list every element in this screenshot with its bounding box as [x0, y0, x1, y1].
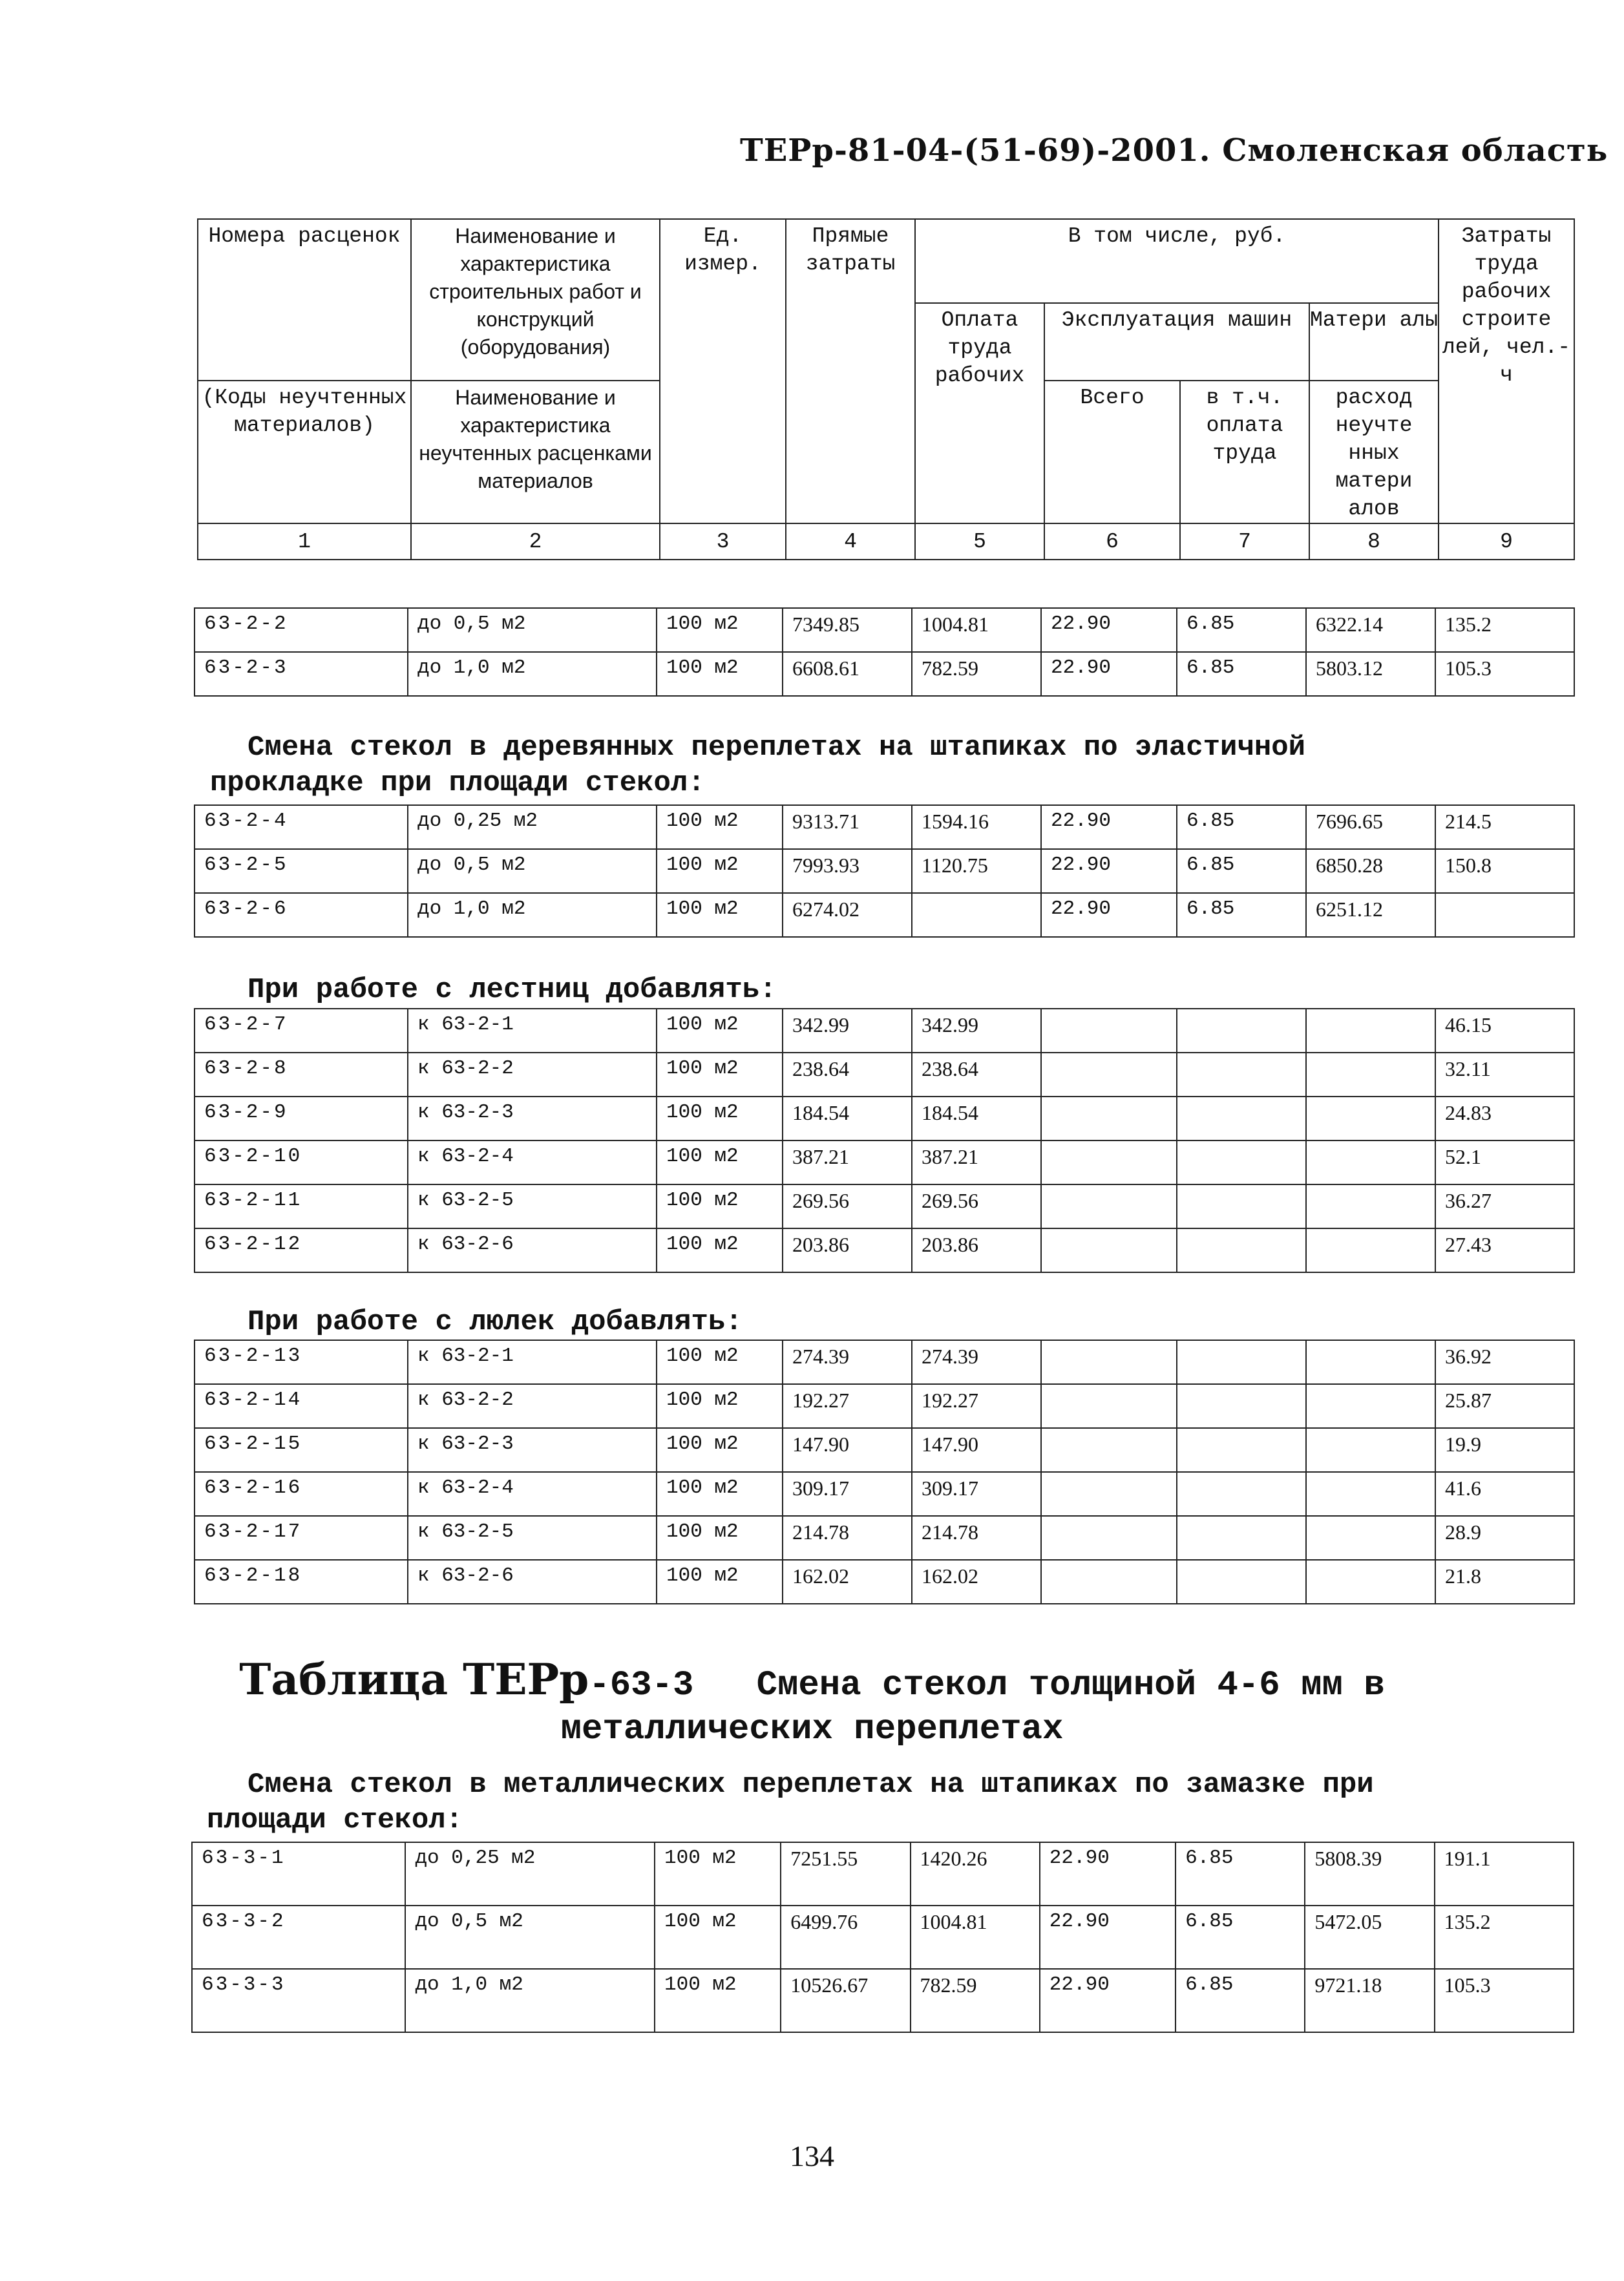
table-row — [195, 1140, 1574, 1184]
materials-cost — [1306, 1516, 1435, 1560]
table-row — [195, 1560, 1574, 1604]
unit: 100 м2 — [657, 1097, 783, 1140]
machines-labor-cost: 6.85 — [1176, 1969, 1305, 2032]
work-name: к 63-2-5 — [408, 1184, 657, 1228]
work-name: к 63-2-6 — [408, 1228, 657, 1272]
direct-cost: 7349.85 — [783, 608, 912, 652]
direct-cost: 7251.55 — [781, 1842, 910, 1906]
direct-cost: 387.21 — [783, 1140, 912, 1184]
col-header-name-unaccounted: Наименование и характеристика неучтенных расценками материалов — [411, 381, 660, 523]
machines-labor-cost — [1177, 1097, 1306, 1140]
rate-code: 63-2-3 — [195, 652, 408, 696]
direct-cost: 238.64 — [783, 1053, 912, 1097]
labor-cost: 782.59 — [911, 1969, 1040, 2032]
labor-hours: 36.27 — [1435, 1184, 1574, 1228]
materials-cost — [1306, 1340, 1435, 1384]
materials-cost — [1306, 1560, 1435, 1604]
labor-cost: 203.86 — [912, 1228, 1041, 1272]
direct-cost: 147.90 — [783, 1428, 912, 1472]
machines-cost — [1041, 1340, 1177, 1384]
unit: 100 м2 — [657, 608, 783, 652]
direct-cost: 9313.71 — [783, 805, 912, 849]
machines-cost: 22.90 — [1041, 805, 1177, 849]
machines-labor-cost: 6.85 — [1177, 805, 1306, 849]
unit: 100 м2 — [655, 1842, 781, 1906]
direct-cost: 192.27 — [783, 1384, 912, 1428]
work-name: к 63-2-1 — [408, 1340, 657, 1384]
rate-code: 63-2-7 — [195, 1009, 408, 1053]
table-row — [195, 1009, 1574, 1053]
rate-code: 63-2-14 — [195, 1384, 408, 1428]
direct-cost: 184.54 — [783, 1097, 912, 1140]
labor-cost: 1120.75 — [912, 849, 1041, 893]
labor-cost: 309.17 — [912, 1472, 1041, 1516]
work-name: к 63-2-5 — [408, 1516, 657, 1560]
machines-labor-cost — [1177, 1184, 1306, 1228]
work-name: к 63-2-3 — [408, 1097, 657, 1140]
rate-code: 63-2-2 — [195, 608, 408, 652]
work-name: до 1,0 м2 — [408, 652, 657, 696]
machines-cost — [1041, 1516, 1177, 1560]
col-number: 3 — [660, 523, 786, 560]
materials-cost — [1306, 1097, 1435, 1140]
labor-hours: 41.6 — [1435, 1472, 1574, 1516]
labor-cost: 162.02 — [912, 1560, 1041, 1604]
col-number: 1 — [198, 523, 411, 560]
unit: 100 м2 — [657, 1516, 783, 1560]
machines-labor-cost — [1177, 1384, 1306, 1428]
rates-table-group-1 — [194, 607, 1575, 697]
table-row — [195, 1097, 1574, 1140]
col-header-machines-labor: в т.ч. оплата труда — [1180, 381, 1309, 523]
unit: 100 м2 — [657, 1228, 783, 1272]
labor-hours: 28.9 — [1435, 1516, 1574, 1560]
materials-cost — [1306, 1184, 1435, 1228]
materials-cost — [1306, 1428, 1435, 1472]
rate-code: 63-2-18 — [195, 1560, 408, 1604]
table-row — [192, 1969, 1574, 2032]
materials-cost — [1306, 1472, 1435, 1516]
machines-cost: 22.90 — [1041, 893, 1177, 937]
work-name: до 1,0 м2 — [405, 1969, 655, 2032]
labor-cost: 184.54 — [912, 1097, 1041, 1140]
rate-code: 63-2-4 — [195, 805, 408, 849]
col-header-codes: Номера расценок — [198, 219, 411, 381]
work-name: до 0,25 м2 — [408, 805, 657, 849]
labor-hours: 46.15 — [1435, 1009, 1574, 1053]
labor-hours — [1435, 893, 1574, 937]
labor-hours: 105.3 — [1435, 1969, 1574, 2032]
table-row — [192, 1906, 1574, 1969]
rate-code: 63-2-16 — [195, 1472, 408, 1516]
rate-code: 63-3-1 — [192, 1842, 405, 1906]
rate-code: 63-2-17 — [195, 1516, 408, 1560]
work-name: до 0,5 м2 — [405, 1906, 655, 1969]
table-row — [192, 1842, 1574, 1906]
direct-cost: 6608.61 — [783, 652, 912, 696]
col-header-machines-total: Всего — [1044, 381, 1180, 523]
table-row — [195, 1384, 1574, 1428]
labor-cost — [912, 893, 1041, 937]
rates-table-group-3 — [194, 1008, 1575, 1273]
col-header-direct: Прямые затраты — [786, 219, 915, 523]
labor-cost: 1594.16 — [912, 805, 1041, 849]
table-title-text: Смена стекол толщиной 4-6 мм в — [756, 1666, 1385, 1705]
table-row — [195, 893, 1574, 937]
col-header-labor-hours: Затраты труда рабочих строите лей, чел.-ч — [1439, 219, 1574, 523]
machines-labor-cost: 6.85 — [1176, 1906, 1305, 1969]
unit: 100 м2 — [657, 893, 783, 937]
labor-hours: 25.87 — [1435, 1384, 1574, 1428]
machines-cost — [1041, 1472, 1177, 1516]
labor-hours: 32.11 — [1435, 1053, 1574, 1097]
machines-labor-cost — [1177, 1560, 1306, 1604]
page-number: 134 — [790, 2139, 834, 2172]
col-header-including: В том числе, руб. — [915, 219, 1439, 303]
labor-hours: 21.8 — [1435, 1560, 1574, 1604]
rates-table-63-3 — [191, 1842, 1574, 2033]
section-title: Смена стекол в металлических переплетах на штапиках по замазке при — [248, 1769, 1374, 1801]
machines-labor-cost — [1177, 1428, 1306, 1472]
labor-hours: 52.1 — [1435, 1140, 1574, 1184]
labor-cost: 238.64 — [912, 1053, 1041, 1097]
work-name: к 63-2-3 — [408, 1428, 657, 1472]
rate-code: 63-2-9 — [195, 1097, 408, 1140]
labor-hours: 135.2 — [1435, 608, 1574, 652]
direct-cost: 6274.02 — [783, 893, 912, 937]
unit: 100 м2 — [657, 849, 783, 893]
rate-code: 63-2-6 — [195, 893, 408, 937]
work-name: к 63-2-2 — [408, 1053, 657, 1097]
col-number: 8 — [1309, 523, 1439, 560]
machines-labor-cost — [1177, 1228, 1306, 1272]
table-row — [195, 608, 1574, 652]
machines-cost: 22.90 — [1040, 1906, 1176, 1969]
col-number: 7 — [1180, 523, 1309, 560]
machines-labor-cost — [1177, 1516, 1306, 1560]
labor-hours: 135.2 — [1435, 1906, 1574, 1969]
machines-cost — [1041, 1009, 1177, 1053]
rate-code: 63-2-12 — [195, 1228, 408, 1272]
materials-cost: 6322.14 — [1306, 608, 1435, 652]
labor-cost: 342.99 — [912, 1009, 1041, 1053]
machines-cost: 22.90 — [1041, 849, 1177, 893]
col-number: 6 — [1044, 523, 1180, 560]
materials-cost — [1306, 1053, 1435, 1097]
machines-labor-cost — [1177, 1140, 1306, 1184]
unit: 100 м2 — [657, 1384, 783, 1428]
labor-cost: 274.39 — [912, 1340, 1041, 1384]
column-header-table — [197, 218, 1575, 560]
rate-code: 63-3-3 — [192, 1969, 405, 2032]
materials-cost: 5808.39 — [1305, 1842, 1434, 1906]
col-number: 5 — [915, 523, 1044, 560]
machines-cost — [1041, 1228, 1177, 1272]
unit: 100 м2 — [657, 1340, 783, 1384]
machines-labor-cost: 6.85 — [1177, 893, 1306, 937]
table-title-line2: металлических переплетах — [560, 1710, 1064, 1749]
table-row — [195, 1228, 1574, 1272]
machines-cost: 22.90 — [1041, 608, 1177, 652]
table-row — [195, 1184, 1574, 1228]
labor-cost: 269.56 — [912, 1184, 1041, 1228]
materials-cost — [1306, 1140, 1435, 1184]
labor-hours: 19.9 — [1435, 1428, 1574, 1472]
labor-hours: 36.92 — [1435, 1340, 1574, 1384]
labor-cost: 1004.81 — [911, 1906, 1040, 1969]
col-header-codes-unaccounted: (Коды неучтенных материалов) — [198, 381, 411, 523]
labor-hours: 214.5 — [1435, 805, 1574, 849]
labor-hours: 27.43 — [1435, 1228, 1574, 1272]
machines-labor-cost — [1177, 1009, 1306, 1053]
table-row — [195, 1053, 1574, 1097]
labor-hours: 150.8 — [1435, 849, 1574, 893]
machines-labor-cost — [1177, 1340, 1306, 1384]
col-header-unit: Ед. измер. — [660, 219, 786, 523]
unit: 100 м2 — [657, 1560, 783, 1604]
machines-cost: 22.90 — [1041, 652, 1177, 696]
rate-code: 63-2-13 — [195, 1340, 408, 1384]
materials-cost — [1306, 1009, 1435, 1053]
unit: 100 м2 — [657, 805, 783, 849]
work-name: до 0,5 м2 — [408, 849, 657, 893]
direct-cost: 274.39 — [783, 1340, 912, 1384]
labor-cost: 387.21 — [912, 1140, 1041, 1184]
col-header-materials: Матери алы — [1309, 303, 1439, 381]
section-title: прокладке при площади стекол: — [210, 767, 705, 799]
page-header: ТЕРр-81-04-(51-69)-2001. Смоленская область — [740, 132, 1608, 169]
table-row — [195, 1428, 1574, 1472]
direct-cost: 214.78 — [783, 1516, 912, 1560]
direct-cost: 6499.76 — [781, 1906, 910, 1969]
materials-cost: 6850.28 — [1306, 849, 1435, 893]
section-title: Смена стекол в деревянных переплетах на штапиках по эластичной — [248, 731, 1306, 764]
work-name: до 0,5 м2 — [408, 608, 657, 652]
unit: 100 м2 — [657, 1140, 783, 1184]
table-row — [195, 1516, 1574, 1560]
machines-labor-cost: 6.85 — [1177, 608, 1306, 652]
machines-cost — [1041, 1097, 1177, 1140]
unit: 100 м2 — [657, 1428, 783, 1472]
col-header-name: Наименование и характеристика строительных работ и конструкций (оборудования) — [411, 219, 660, 381]
direct-cost: 162.02 — [783, 1560, 912, 1604]
materials-cost: 6251.12 — [1306, 893, 1435, 937]
rates-table-group-2 — [194, 804, 1575, 938]
unit: 100 м2 — [657, 1184, 783, 1228]
unit: 100 м2 — [657, 1053, 783, 1097]
labor-hours: 105.3 — [1435, 652, 1574, 696]
machines-cost — [1041, 1140, 1177, 1184]
work-name: к 63-2-4 — [408, 1472, 657, 1516]
work-name: до 0,25 м2 — [405, 1842, 655, 1906]
machines-cost: 22.90 — [1040, 1969, 1176, 2032]
machines-labor-cost — [1177, 1053, 1306, 1097]
materials-cost: 9721.18 — [1305, 1969, 1434, 2032]
machines-labor-cost: 6.85 — [1177, 652, 1306, 696]
table-row — [195, 1472, 1574, 1516]
work-name: к 63-2-1 — [408, 1009, 657, 1053]
rate-code: 63-2-15 — [195, 1428, 408, 1472]
col-number: 2 — [411, 523, 660, 560]
work-name: к 63-2-4 — [408, 1140, 657, 1184]
machines-labor-cost — [1177, 1472, 1306, 1516]
labor-hours: 24.83 — [1435, 1097, 1574, 1140]
col-header-labor: Оплата труда рабочих — [915, 303, 1044, 523]
direct-cost: 269.56 — [783, 1184, 912, 1228]
machines-cost — [1041, 1428, 1177, 1472]
direct-cost: 342.99 — [783, 1009, 912, 1053]
labor-cost: 147.90 — [912, 1428, 1041, 1472]
materials-cost — [1306, 1384, 1435, 1428]
rate-code: 63-2-8 — [195, 1053, 408, 1097]
direct-cost: 7993.93 — [783, 849, 912, 893]
work-name: к 63-2-6 — [408, 1560, 657, 1604]
rate-code: 63-2-11 — [195, 1184, 408, 1228]
labor-hours: 191.1 — [1435, 1842, 1574, 1906]
col-number: 4 — [786, 523, 915, 560]
col-header-machines: Эксплуатация машин — [1044, 303, 1309, 381]
machines-cost — [1041, 1184, 1177, 1228]
table-title-code: -63-3 — [589, 1666, 694, 1705]
table-row — [195, 652, 1574, 696]
machines-labor-cost: 6.85 — [1177, 849, 1306, 893]
unit: 100 м2 — [657, 652, 783, 696]
machines-labor-cost: 6.85 — [1176, 1842, 1305, 1906]
rate-code: 63-2-10 — [195, 1140, 408, 1184]
machines-cost — [1041, 1053, 1177, 1097]
rates-table-group-4 — [194, 1340, 1575, 1604]
labor-cost: 1004.81 — [912, 608, 1041, 652]
work-name: до 1,0 м2 — [408, 893, 657, 937]
table-row — [195, 1340, 1574, 1384]
materials-cost — [1306, 1228, 1435, 1272]
direct-cost: 203.86 — [783, 1228, 912, 1272]
direct-cost: 10526.67 — [781, 1969, 910, 2032]
labor-cost: 1420.26 — [911, 1842, 1040, 1906]
table-row — [195, 849, 1574, 893]
col-header-materials-unaccounted: расход неучте нных матери алов — [1309, 381, 1439, 523]
table-title — [0, 1654, 1624, 1752]
materials-cost: 5803.12 — [1306, 652, 1435, 696]
materials-cost: 5472.05 — [1305, 1906, 1434, 1969]
section-title: При работе с лестниц добавлять: — [248, 974, 777, 1006]
unit: 100 м2 — [655, 1969, 781, 2032]
materials-cost: 7696.65 — [1306, 805, 1435, 849]
machines-cost — [1041, 1560, 1177, 1604]
section-title: При работе с люлек добавлять: — [248, 1306, 743, 1338]
unit: 100 м2 — [657, 1472, 783, 1516]
machines-cost — [1041, 1384, 1177, 1428]
work-name: к 63-2-2 — [408, 1384, 657, 1428]
direct-cost: 309.17 — [783, 1472, 912, 1516]
labor-cost: 192.27 — [912, 1384, 1041, 1428]
table-row — [195, 805, 1574, 849]
machines-cost: 22.90 — [1040, 1842, 1176, 1906]
section-title: площади стекол: — [207, 1804, 463, 1836]
rate-code: 63-3-2 — [192, 1906, 405, 1969]
unit: 100 м2 — [657, 1009, 783, 1053]
unit: 100 м2 — [655, 1906, 781, 1969]
table-title-prefix: Таблица ТЕРр — [239, 1654, 589, 1705]
rate-code: 63-2-5 — [195, 849, 408, 893]
labor-cost: 782.59 — [912, 652, 1041, 696]
col-number: 9 — [1439, 523, 1574, 560]
labor-cost: 214.78 — [912, 1516, 1041, 1560]
